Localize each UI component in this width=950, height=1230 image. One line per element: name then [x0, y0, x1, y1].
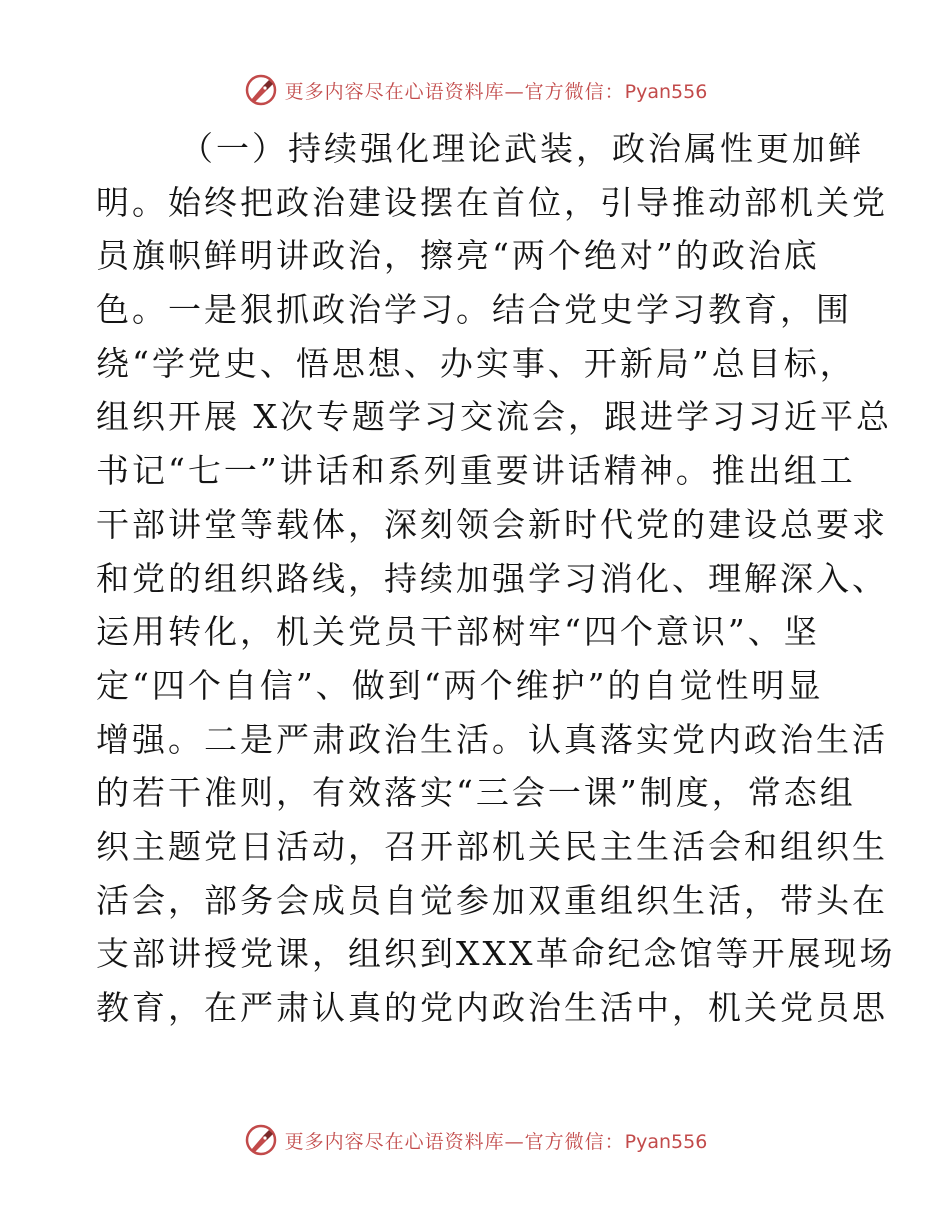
body-line: 增强。二是严肃政治生活。认真落实党内政治生活 [96, 719, 888, 759]
body-line: 定“四个自信”、做到“两个维护”的自觉性明显 [96, 665, 824, 705]
body-line: 运用转化，机关党员干部树牢“四个意识”、坚 [96, 612, 820, 652]
body-line: 书记“七一”讲话和系列重要讲话精神。推出组工 [96, 451, 856, 491]
header-watermark [0, 70, 950, 110]
header-watermark-label: 更多内容尽在心语资料库—官方微信： [284, 80, 625, 103]
body-line: 明。始终把政治建设摆在首位，引导推动部机关党 [96, 182, 888, 222]
body-line: 色。一是狠抓政治学习。结合党史学习教育，围 [96, 290, 852, 330]
pen-nib-circle-icon [243, 72, 279, 108]
document-body [96, 122, 896, 1035]
header-watermark-wechat-id: Pyan556 [624, 80, 708, 103]
body-line: （一）持续强化理论武装，政治属性更加鲜 [180, 129, 864, 168]
footer-watermark-text [285, 1127, 708, 1154]
body-line: 的若干准则，有效落实“三会一课”制度，常态组 [96, 773, 856, 813]
footer-watermark [0, 1120, 950, 1160]
header-watermark-text [285, 77, 708, 104]
body-line: 组织开展 X次专题学习交流会，跟进学习习近平总 [96, 397, 892, 437]
body-line: 和党的组织路线，持续加强学习消化、理解深入、 [96, 558, 888, 598]
body-line: 干部讲堂等载体，深刻领会新时代党的建设总要求 [96, 504, 888, 544]
body-line: 员旗帜鲜明讲政治，擦亮“两个绝对”的政治底 [96, 236, 820, 276]
body-line: 绕“学党史、悟思想、办实事、开新局”总目标， [96, 343, 856, 383]
body-line: 活会，部务会成员自觉参加双重组织生活，带头在 [96, 880, 888, 920]
pen-nib-circle-icon [243, 1122, 279, 1158]
body-line: 支部讲授党课，组织到XXX革命纪念馆等开展现场 [96, 934, 896, 974]
footer-watermark-label: 更多内容尽在心语资料库—官方微信： [284, 1130, 625, 1153]
footer-watermark-wechat-id: Pyan556 [624, 1130, 708, 1153]
body-line: 教育，在严肃认真的党内政治生活中，机关党员思 [96, 988, 888, 1027]
body-line: 织主题党日活动，召开部机关民主生活会和组织生 [96, 826, 888, 866]
